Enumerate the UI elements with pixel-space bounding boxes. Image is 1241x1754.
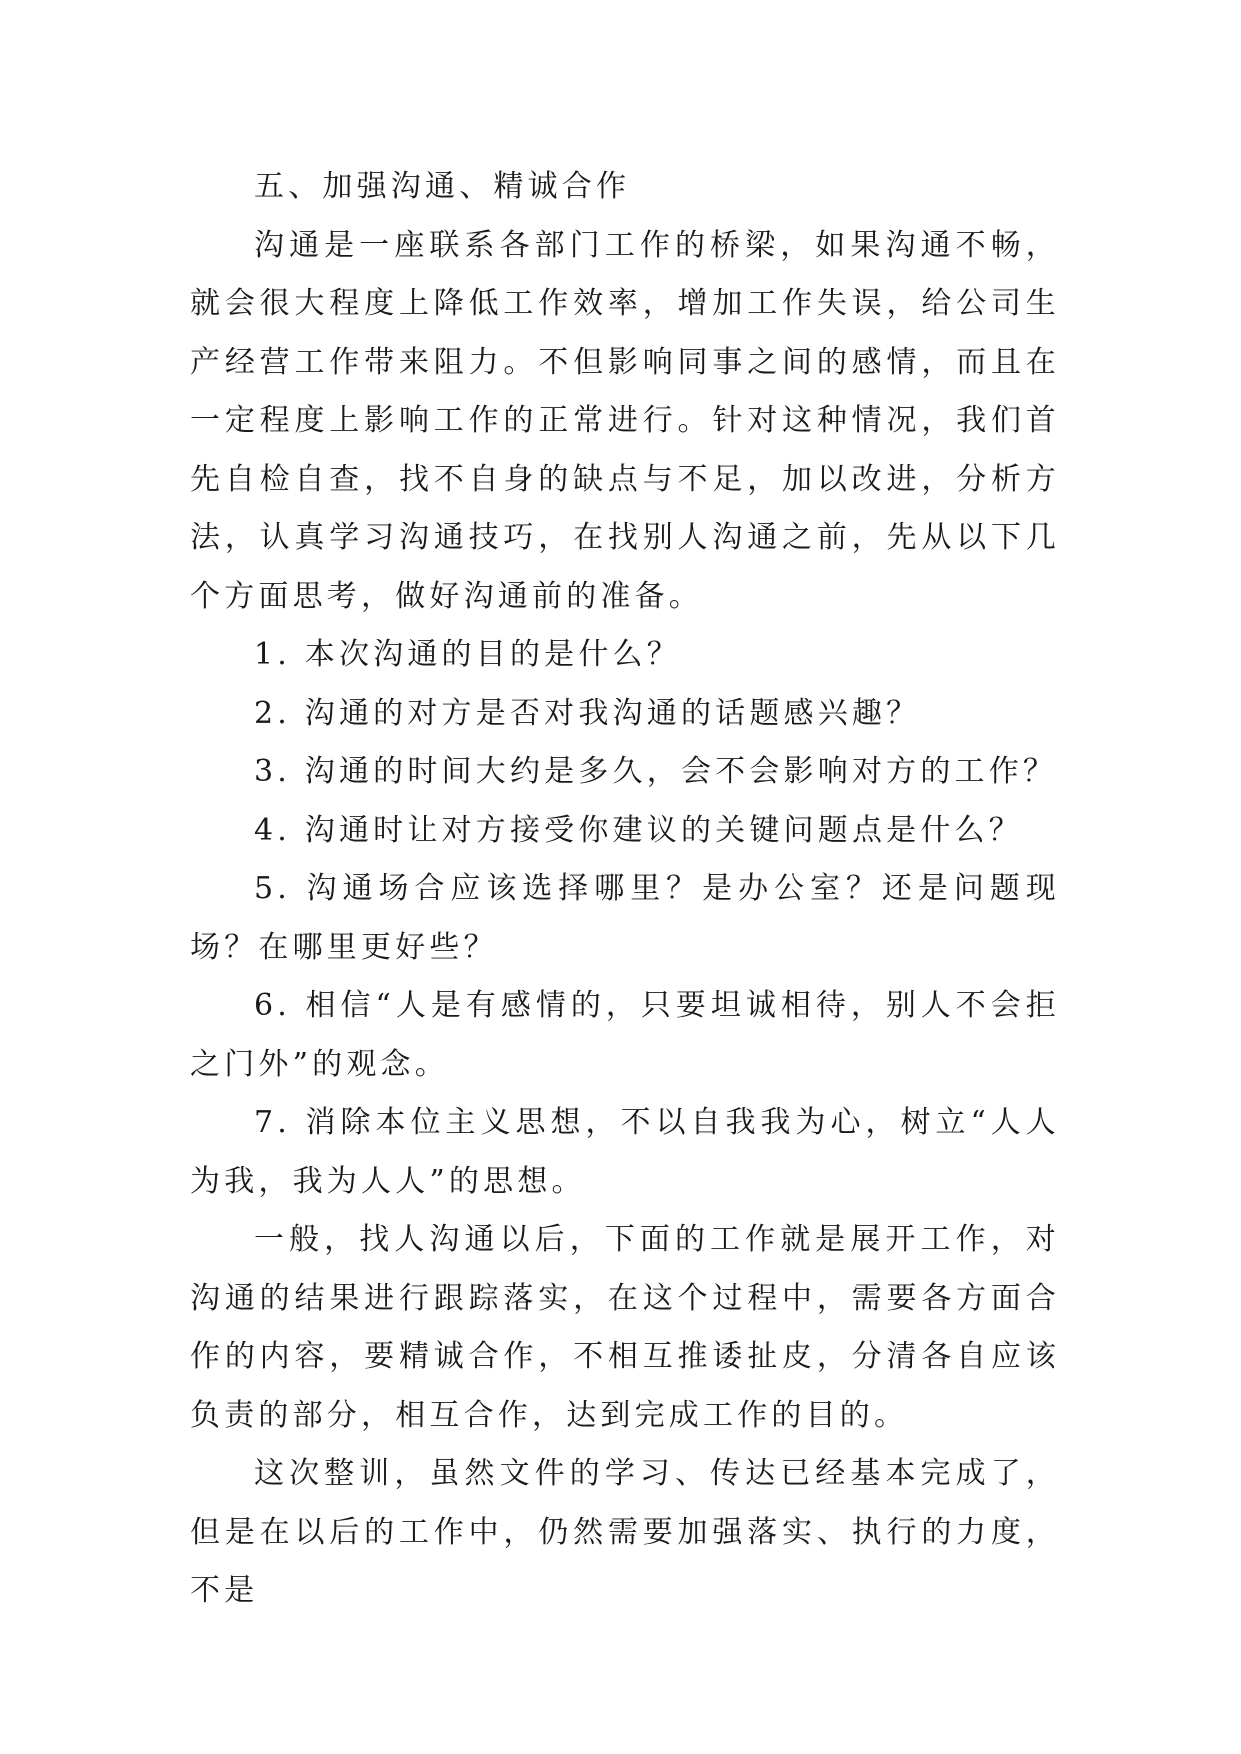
list-item: 1. 本次沟通的目的是什么？ bbox=[254, 637, 681, 672]
list-item: 3. 沟通的时间大约是多久，会不会影响对方的工作？ bbox=[254, 754, 1058, 789]
list-item: 4. 沟通时让对方接受你建议的关键问题点是什么？ bbox=[254, 812, 1023, 848]
list-item: 6. 相信“人是有感情的，只要坦诚相待，别人不会拒之门外”的观念。 bbox=[190, 988, 1060, 1082]
list-item: 7. 消除本位主义思想，不以自我我为心，树立“人人为我，我为人人”的思想。 bbox=[190, 1105, 1060, 1199]
section-heading: 五、加强沟通、精诚合作 bbox=[254, 169, 631, 204]
body-paragraph: 这次整训，虽然文件的学习、传达已经基本完成了，但是在以后的工作中，仍然需要加强落实、执行的力度，不是 bbox=[190, 1456, 1060, 1608]
body-paragraph: 一般，找人沟通以后，下面的工作就是展开工作，对沟通的结果进行跟踪落实，在这个过程中，需要各方面合作的内容，要精诚合作，不相互推诿扯皮，分清各自应该负责的部分，相互合作，达到完成工作的目的。 bbox=[190, 1222, 1060, 1433]
document-body bbox=[190, 158, 1060, 1621]
body-paragraph: 沟通是一座联系各部门工作的桥梁，如果沟通不畅，就会很大程度上降低工作效率，增加工作失误，给公司生产经营工作带来阻力。不但影响同事之间的感情，而且在一定程度上影响工作的正常进行。针对这种情况，我们首先自检自查，找不自身的缺点与不足，加以改进，分析方法，认真学习沟通技巧，在找别人沟通之前，先从以下几个方面思考，做好沟通前的准备。 bbox=[190, 227, 1060, 614]
list-item: 2. 沟通的对方是否对我沟通的话题感兴趣？ bbox=[254, 695, 921, 731]
list-item: 5. 沟通场合应该选择哪里？是办公室？还是问题现场？在哪里更好些？ bbox=[190, 871, 1060, 965]
